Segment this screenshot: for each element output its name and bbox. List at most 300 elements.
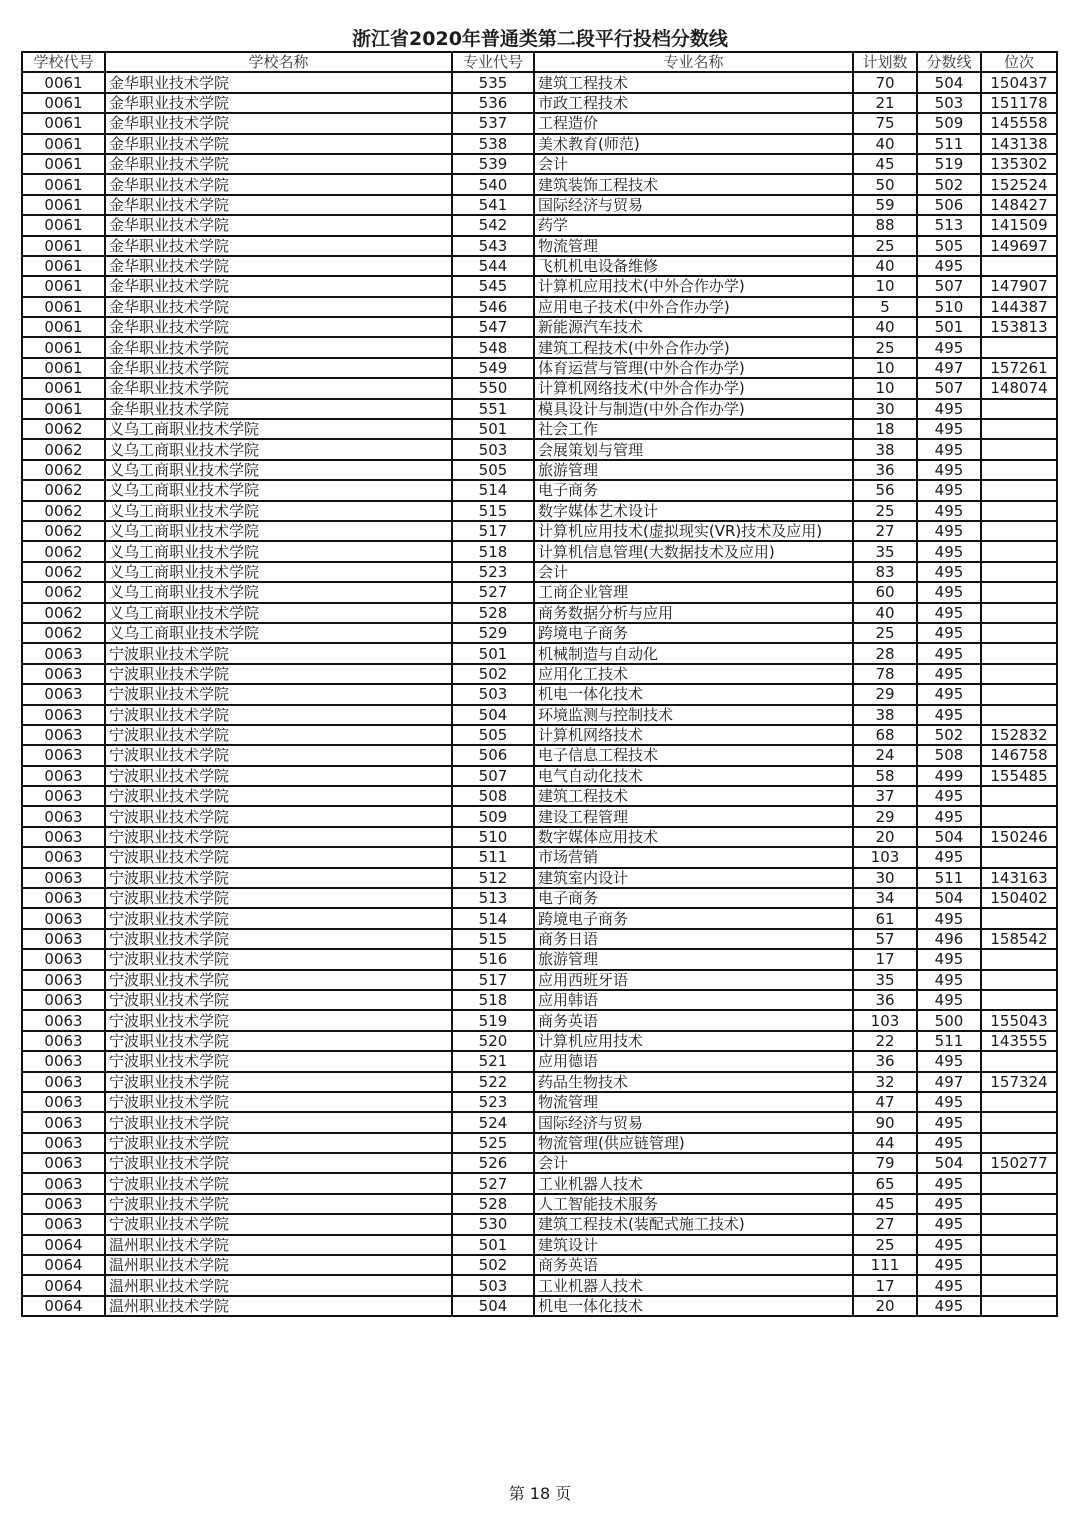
cell-plan-count: 40 [853, 134, 917, 154]
cell-major-code: 503 [452, 439, 534, 459]
cell-major-code: 528 [452, 1194, 534, 1214]
cell-score-line: 495 [917, 460, 981, 480]
cell-rank [981, 664, 1057, 684]
table-row [22, 1051, 1057, 1071]
table-row [22, 1194, 1057, 1214]
cell-plan-count: 25 [853, 337, 917, 357]
cell-school-name: 宁波职业技术学院 [105, 725, 452, 745]
cell-plan-count: 36 [853, 990, 917, 1010]
cell-score-line: 495 [917, 1296, 981, 1316]
cell-major-code: 511 [452, 847, 534, 867]
cell-plan-count: 35 [853, 541, 917, 561]
cell-school-name: 宁波职业技术学院 [105, 970, 452, 990]
cell-rank: 148074 [981, 378, 1057, 398]
cell-rank [981, 1235, 1057, 1255]
cell-major-code: 549 [452, 358, 534, 378]
header-rank: 位次 [981, 52, 1057, 72]
table-row [22, 745, 1057, 765]
cell-major-name: 人工智能技术服务 [534, 1194, 853, 1214]
cell-major-code: 524 [452, 1112, 534, 1132]
cell-school-code: 0063 [22, 929, 105, 949]
cell-rank: 157261 [981, 358, 1057, 378]
cell-major-code: 536 [452, 93, 534, 113]
cell-major-name: 工程造价 [534, 113, 853, 133]
table-row [22, 1092, 1057, 1112]
cell-plan-count: 32 [853, 1072, 917, 1092]
cell-score-line: 495 [917, 337, 981, 357]
cell-major-name: 美术教育(师范) [534, 134, 853, 154]
cell-major-code: 517 [452, 521, 534, 541]
cell-major-code: 518 [452, 541, 534, 561]
cell-school-code: 0063 [22, 1194, 105, 1214]
cell-school-name: 宁波职业技术学院 [105, 908, 452, 928]
cell-plan-count: 27 [853, 1214, 917, 1234]
cell-school-code: 0061 [22, 276, 105, 296]
cell-school-code: 0064 [22, 1275, 105, 1295]
cell-school-name: 金华职业技术学院 [105, 134, 452, 154]
cell-score-line: 495 [917, 847, 981, 867]
cell-major-name: 建设工程管理 [534, 806, 853, 826]
cell-major-code: 527 [452, 1173, 534, 1193]
table-row [22, 297, 1057, 317]
cell-score-line: 507 [917, 378, 981, 398]
cell-school-code: 0061 [22, 297, 105, 317]
cell-score-line: 504 [917, 888, 981, 908]
table-row [22, 134, 1057, 154]
cell-school-name: 义乌工商职业技术学院 [105, 439, 452, 459]
cell-school-code: 0062 [22, 460, 105, 480]
cell-score-line: 495 [917, 1275, 981, 1295]
cell-plan-count: 29 [853, 806, 917, 826]
header-plan-count: 计划数 [853, 52, 917, 72]
cell-rank [981, 806, 1057, 826]
cell-school-name: 金华职业技术学院 [105, 195, 452, 215]
cell-plan-count: 10 [853, 276, 917, 296]
table-row [22, 582, 1057, 602]
cell-major-name: 机电一体化技术 [534, 684, 853, 704]
cell-rank [981, 1112, 1057, 1132]
cell-major-name: 应用化工技术 [534, 664, 853, 684]
cell-major-code: 544 [452, 256, 534, 276]
cell-school-code: 0063 [22, 664, 105, 684]
cell-major-name: 商务日语 [534, 929, 853, 949]
cell-school-name: 宁波职业技术学院 [105, 1112, 452, 1132]
table-row [22, 603, 1057, 623]
table-row [22, 766, 1057, 786]
cell-score-line: 503 [917, 93, 981, 113]
cell-school-code: 0063 [22, 1153, 105, 1173]
cell-major-name: 计算机应用技术 [534, 1031, 853, 1051]
cell-plan-count: 47 [853, 1092, 917, 1112]
cell-plan-count: 28 [853, 643, 917, 663]
cell-school-code: 0063 [22, 643, 105, 663]
cell-major-name: 建筑室内设计 [534, 868, 853, 888]
cell-plan-count: 40 [853, 603, 917, 623]
cell-school-name: 金华职业技术学院 [105, 378, 452, 398]
table-row [22, 1112, 1057, 1132]
cell-score-line: 509 [917, 113, 981, 133]
cell-school-code: 0062 [22, 480, 105, 500]
table-row [22, 847, 1057, 867]
cell-score-line: 495 [917, 256, 981, 276]
cell-plan-count: 35 [853, 970, 917, 990]
cell-score-line: 497 [917, 358, 981, 378]
table-row [22, 1072, 1057, 1092]
cell-score-line: 495 [917, 582, 981, 602]
table-row [22, 419, 1057, 439]
cell-major-name: 环境监测与控制技术 [534, 705, 853, 725]
cell-major-name: 计算机应用技术(虚拟现实(VR)技术及应用) [534, 521, 853, 541]
cell-school-code: 0063 [22, 970, 105, 990]
cell-plan-count: 36 [853, 460, 917, 480]
cell-score-line: 495 [917, 623, 981, 643]
cell-score-line: 504 [917, 72, 981, 92]
cell-major-name: 计算机信息管理(大数据技术及应用) [534, 541, 853, 561]
page-number: 第 18 页 [508, 1484, 572, 1503]
cell-school-name: 宁波职业技术学院 [105, 888, 452, 908]
cell-score-line: 499 [917, 766, 981, 786]
cell-rank [981, 460, 1057, 480]
cell-school-name: 温州职业技术学院 [105, 1296, 452, 1316]
cell-major-code: 517 [452, 970, 534, 990]
cell-school-name: 宁波职业技术学院 [105, 684, 452, 704]
cell-plan-count: 40 [853, 256, 917, 276]
cell-school-code: 0062 [22, 541, 105, 561]
table-row [22, 623, 1057, 643]
cell-major-code: 547 [452, 317, 534, 337]
cell-major-code: 505 [452, 725, 534, 745]
cell-rank: 157324 [981, 1072, 1057, 1092]
cell-school-name: 宁波职业技术学院 [105, 643, 452, 663]
cell-school-code: 0063 [22, 725, 105, 745]
cell-school-code: 0063 [22, 806, 105, 826]
cell-school-code: 0062 [22, 419, 105, 439]
cell-school-code: 0063 [22, 888, 105, 908]
table-row [22, 990, 1057, 1010]
table-row [22, 684, 1057, 704]
table-row [22, 1275, 1057, 1295]
cell-score-line: 511 [917, 134, 981, 154]
cell-major-code: 543 [452, 236, 534, 256]
cell-score-line: 497 [917, 1072, 981, 1092]
cell-score-line: 519 [917, 154, 981, 174]
table-row [22, 786, 1057, 806]
cell-school-name: 温州职业技术学院 [105, 1235, 452, 1255]
cell-rank: 153813 [981, 317, 1057, 337]
cell-major-code: 510 [452, 827, 534, 847]
cell-rank [981, 582, 1057, 602]
cell-score-line: 506 [917, 195, 981, 215]
cell-school-name: 金华职业技术学院 [105, 276, 452, 296]
cell-rank: 149697 [981, 236, 1057, 256]
cell-major-code: 523 [452, 1092, 534, 1112]
cell-rank: 150402 [981, 888, 1057, 908]
cell-score-line: 511 [917, 868, 981, 888]
cell-school-code: 0061 [22, 93, 105, 113]
cell-school-name: 宁波职业技术学院 [105, 786, 452, 806]
cell-major-code: 526 [452, 1153, 534, 1173]
cell-major-code: 551 [452, 399, 534, 419]
cell-school-code: 0061 [22, 154, 105, 174]
table-row [22, 501, 1057, 521]
cell-plan-count: 61 [853, 908, 917, 928]
cell-school-name: 义乌工商职业技术学院 [105, 623, 452, 643]
cell-major-code: 501 [452, 643, 534, 663]
cell-rank [981, 521, 1057, 541]
cell-plan-count: 34 [853, 888, 917, 908]
cell-rank [981, 501, 1057, 521]
cell-rank: 152832 [981, 725, 1057, 745]
cell-major-code: 506 [452, 745, 534, 765]
cell-school-code: 0062 [22, 439, 105, 459]
cell-school-code: 0063 [22, 1214, 105, 1234]
cell-major-name: 建筑工程技术 [534, 72, 853, 92]
cell-school-code: 0061 [22, 72, 105, 92]
cell-major-code: 541 [452, 195, 534, 215]
cell-major-name: 机电一体化技术 [534, 1296, 853, 1316]
table-row [22, 521, 1057, 541]
table-row [22, 868, 1057, 888]
cell-score-line: 495 [917, 1092, 981, 1112]
cell-plan-count: 27 [853, 521, 917, 541]
cell-school-name: 金华职业技术学院 [105, 297, 452, 317]
cell-major-name: 建筑工程技术(装配式施工技术) [534, 1214, 853, 1234]
cell-school-name: 义乌工商职业技术学院 [105, 603, 452, 623]
header-major-code: 专业代号 [452, 52, 534, 72]
cell-school-name: 金华职业技术学院 [105, 93, 452, 113]
table-row [22, 154, 1057, 174]
cell-rank: 150277 [981, 1153, 1057, 1173]
cell-major-code: 528 [452, 603, 534, 623]
cell-school-code: 0063 [22, 1173, 105, 1193]
cell-school-name: 金华职业技术学院 [105, 256, 452, 276]
cell-major-name: 商务英语 [534, 1255, 853, 1275]
table-row [22, 276, 1057, 296]
table-row [22, 929, 1057, 949]
cell-major-code: 545 [452, 276, 534, 296]
cell-major-code: 520 [452, 1031, 534, 1051]
cell-school-code: 0063 [22, 786, 105, 806]
table-row [22, 908, 1057, 928]
table-row [22, 806, 1057, 826]
cell-major-name: 计算机网络技术 [534, 725, 853, 745]
cell-major-code: 540 [452, 174, 534, 194]
cell-score-line: 495 [917, 603, 981, 623]
cell-rank: 143555 [981, 1031, 1057, 1051]
cell-school-name: 宁波职业技术学院 [105, 949, 452, 969]
cell-plan-count: 83 [853, 562, 917, 582]
cell-plan-count: 38 [853, 705, 917, 725]
cell-score-line: 495 [917, 990, 981, 1010]
cell-score-line: 495 [917, 908, 981, 928]
cell-score-line: 495 [917, 562, 981, 582]
score-table [21, 51, 1058, 1317]
cell-school-code: 0063 [22, 847, 105, 867]
cell-major-name: 电子信息工程技术 [534, 745, 853, 765]
cell-school-name: 宁波职业技术学院 [105, 705, 452, 725]
cell-plan-count: 70 [853, 72, 917, 92]
cell-rank [981, 1173, 1057, 1193]
cell-plan-count: 20 [853, 827, 917, 847]
cell-school-name: 宁波职业技术学院 [105, 868, 452, 888]
cell-major-code: 538 [452, 134, 534, 154]
table-row [22, 72, 1057, 92]
table-row [22, 541, 1057, 561]
cell-plan-count: 56 [853, 480, 917, 500]
cell-plan-count: 10 [853, 358, 917, 378]
cell-school-code: 0062 [22, 501, 105, 521]
cell-score-line: 495 [917, 970, 981, 990]
cell-plan-count: 25 [853, 501, 917, 521]
cell-rank [981, 603, 1057, 623]
cell-major-name: 社会工作 [534, 419, 853, 439]
cell-major-name: 应用电子技术(中外合作办学) [534, 297, 853, 317]
cell-score-line: 495 [917, 1112, 981, 1132]
cell-major-name: 数字媒体艺术设计 [534, 501, 853, 521]
cell-school-code: 0061 [22, 317, 105, 337]
cell-major-name: 新能源汽车技术 [534, 317, 853, 337]
cell-score-line: 504 [917, 827, 981, 847]
cell-score-line: 495 [917, 949, 981, 969]
table-row [22, 1296, 1057, 1316]
cell-score-line: 495 [917, 806, 981, 826]
cell-school-name: 义乌工商职业技术学院 [105, 460, 452, 480]
cell-major-code: 529 [452, 623, 534, 643]
cell-rank [981, 847, 1057, 867]
table-row [22, 113, 1057, 133]
cell-rank: 150437 [981, 72, 1057, 92]
cell-major-name: 机械制造与自动化 [534, 643, 853, 663]
cell-plan-count: 68 [853, 725, 917, 745]
cell-school-code: 0061 [22, 358, 105, 378]
cell-major-code: 548 [452, 337, 534, 357]
cell-score-line: 501 [917, 317, 981, 337]
cell-score-line: 495 [917, 1255, 981, 1275]
table-row [22, 664, 1057, 684]
table-row [22, 1214, 1057, 1234]
cell-score-line: 505 [917, 236, 981, 256]
cell-major-code: 503 [452, 684, 534, 704]
cell-major-name: 会计 [534, 1153, 853, 1173]
cell-plan-count: 60 [853, 582, 917, 602]
cell-plan-count: 57 [853, 929, 917, 949]
cell-score-line: 496 [917, 929, 981, 949]
cell-rank: 143163 [981, 868, 1057, 888]
cell-major-name: 工商企业管理 [534, 582, 853, 602]
cell-major-name: 市政工程技术 [534, 93, 853, 113]
header-school-name: 学校名称 [105, 52, 452, 72]
cell-school-name: 金华职业技术学院 [105, 154, 452, 174]
cell-major-code: 509 [452, 806, 534, 826]
table-row [22, 643, 1057, 663]
cell-major-code: 530 [452, 1214, 534, 1234]
table-row [22, 827, 1057, 847]
table-row [22, 93, 1057, 113]
cell-rank [981, 480, 1057, 500]
cell-rank: 145558 [981, 113, 1057, 133]
cell-school-name: 金华职业技术学院 [105, 72, 452, 92]
cell-school-name: 宁波职业技术学院 [105, 664, 452, 684]
cell-rank: 155043 [981, 1010, 1057, 1030]
cell-school-name: 金华职业技术学院 [105, 236, 452, 256]
cell-major-code: 522 [452, 1072, 534, 1092]
table-row [22, 174, 1057, 194]
cell-school-name: 宁波职业技术学院 [105, 1031, 452, 1051]
table-row [22, 1173, 1057, 1193]
header-score-line: 分数线 [917, 52, 981, 72]
table-row [22, 949, 1057, 969]
cell-score-line: 495 [917, 1235, 981, 1255]
cell-school-name: 义乌工商职业技术学院 [105, 521, 452, 541]
cell-plan-count: 59 [853, 195, 917, 215]
cell-rank: 151178 [981, 93, 1057, 113]
table-row [22, 1031, 1057, 1051]
cell-school-name: 宁波职业技术学院 [105, 990, 452, 1010]
cell-rank [981, 419, 1057, 439]
cell-school-name: 宁波职业技术学院 [105, 766, 452, 786]
cell-score-line: 502 [917, 174, 981, 194]
cell-school-code: 0062 [22, 562, 105, 582]
cell-rank [981, 256, 1057, 276]
cell-score-line: 495 [917, 1133, 981, 1153]
cell-plan-count: 22 [853, 1031, 917, 1051]
cell-major-name: 建筑设计 [534, 1235, 853, 1255]
cell-school-name: 金华职业技术学院 [105, 113, 452, 133]
cell-rank [981, 439, 1057, 459]
cell-score-line: 495 [917, 399, 981, 419]
cell-school-code: 0062 [22, 521, 105, 541]
cell-school-code: 0063 [22, 990, 105, 1010]
cell-major-code: 504 [452, 1296, 534, 1316]
cell-major-code: 514 [452, 908, 534, 928]
cell-school-code: 0062 [22, 603, 105, 623]
cell-major-code: 525 [452, 1133, 534, 1153]
cell-school-code: 0063 [22, 684, 105, 704]
cell-major-name: 商务数据分析与应用 [534, 603, 853, 623]
cell-school-name: 义乌工商职业技术学院 [105, 562, 452, 582]
cell-school-name: 义乌工商职业技术学院 [105, 541, 452, 561]
cell-major-name: 会展策划与管理 [534, 439, 853, 459]
cell-school-name: 义乌工商职业技术学院 [105, 480, 452, 500]
cell-plan-count: 111 [853, 1255, 917, 1275]
cell-score-line: 510 [917, 297, 981, 317]
table-row [22, 337, 1057, 357]
cell-major-name: 建筑工程技术 [534, 786, 853, 806]
cell-plan-count: 24 [853, 745, 917, 765]
cell-plan-count: 36 [853, 1051, 917, 1071]
cell-rank: 148427 [981, 195, 1057, 215]
cell-school-name: 温州职业技术学院 [105, 1275, 452, 1295]
cell-major-name: 电子商务 [534, 888, 853, 908]
cell-school-code: 0063 [22, 1092, 105, 1112]
cell-major-name: 跨境电子商务 [534, 908, 853, 928]
cell-school-code: 0063 [22, 1133, 105, 1153]
cell-major-name: 物流管理 [534, 1092, 853, 1112]
cell-major-name: 市场营销 [534, 847, 853, 867]
cell-major-name: 数字媒体应用技术 [534, 827, 853, 847]
cell-rank: 143138 [981, 134, 1057, 154]
cell-school-code: 0063 [22, 766, 105, 786]
cell-score-line: 495 [917, 1051, 981, 1071]
cell-rank [981, 990, 1057, 1010]
cell-score-line: 495 [917, 501, 981, 521]
cell-school-name: 宁波职业技术学院 [105, 1010, 452, 1030]
table-row [22, 236, 1057, 256]
cell-school-code: 0061 [22, 236, 105, 256]
cell-major-code: 523 [452, 562, 534, 582]
table-row [22, 399, 1057, 419]
cell-major-code: 502 [452, 664, 534, 684]
